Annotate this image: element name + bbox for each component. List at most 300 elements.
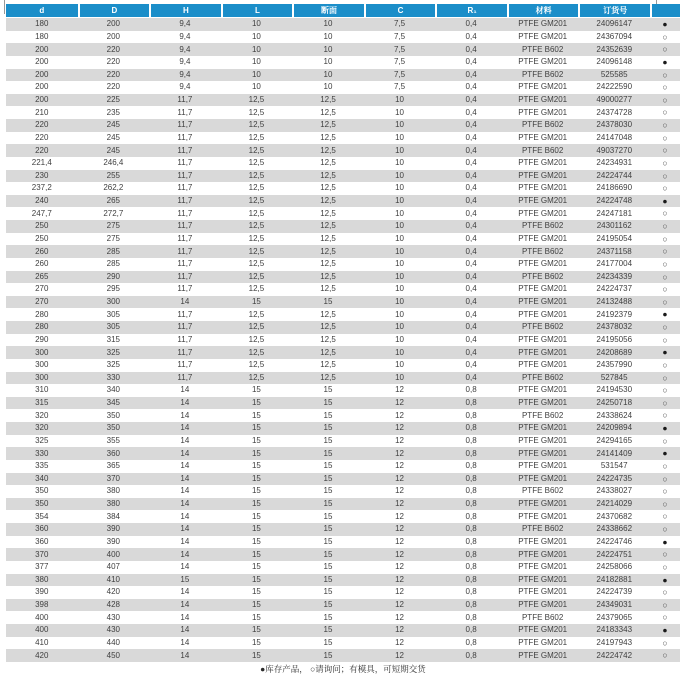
- cell-L: 15: [251, 612, 261, 622]
- cell-stock: [650, 523, 680, 536]
- cell-stock: [650, 31, 680, 44]
- cell-D: 430: [106, 612, 120, 622]
- cell-L: 12,5: [248, 259, 265, 269]
- cell-D: 245: [106, 145, 120, 155]
- cell-D: 410: [106, 574, 120, 584]
- cell-R1: 0,4: [465, 158, 477, 168]
- cell-order-number: 24250718: [596, 398, 633, 408]
- cell-cross-section: 15: [323, 612, 333, 622]
- cell-order-number: 24195054: [596, 233, 633, 243]
- table-row: [6, 144, 680, 157]
- table-row: [6, 523, 680, 536]
- cell-R1: 0,8: [465, 473, 477, 483]
- cell-material: PTFE GM201: [518, 284, 568, 294]
- cell-L: 12,5: [248, 271, 265, 281]
- cell-material: PTFE GM201: [518, 536, 568, 546]
- cell-cross-section: 12,5: [320, 132, 336, 142]
- cell-H: 11,7: [177, 107, 193, 117]
- cell-C: 12: [395, 410, 404, 420]
- cell-stock: [650, 182, 680, 195]
- cell-R1: 0,8: [465, 486, 477, 496]
- stock-empty-icon: ○: [662, 511, 668, 522]
- stock-empty-icon: ○: [662, 460, 668, 471]
- cell-order-number: 24096147: [596, 19, 633, 29]
- cell-L: 12,5: [248, 233, 265, 243]
- cell-order-number: 531547: [600, 461, 628, 471]
- table-row: [6, 182, 680, 195]
- cell-C: 12: [395, 536, 404, 546]
- cell-R1: 0,4: [465, 221, 477, 231]
- cell-d: 330: [35, 448, 49, 458]
- cell-C: 10: [395, 309, 404, 319]
- cell-H: 9,4: [179, 57, 191, 67]
- cell-stock: [650, 18, 680, 31]
- cell-material: PTFE GM201: [518, 95, 568, 105]
- cell-C: 7,5: [393, 19, 406, 29]
- cell-R1: 0,4: [465, 196, 477, 206]
- cell-cross-section: 15: [323, 574, 333, 584]
- cell-material: PTFE B602: [521, 69, 564, 79]
- cell-stock: [650, 321, 680, 334]
- cell-stock: [650, 561, 680, 574]
- cell-cross-section: 12,5: [320, 145, 336, 155]
- cell-stock: [650, 334, 680, 347]
- cell-C: 12: [395, 473, 404, 483]
- cell-cross-section: 15: [323, 524, 333, 534]
- cell-H: 9,4: [179, 82, 191, 92]
- cell-L: 10: [251, 69, 261, 79]
- cell-d: 377: [35, 562, 49, 572]
- cell-material: PTFE GM201: [518, 233, 568, 243]
- cell-H: 14: [180, 562, 190, 572]
- cell-L: 10: [251, 31, 261, 41]
- column-header-stock: [650, 4, 680, 17]
- cell-material: PTFE B602: [521, 524, 564, 534]
- table-row: [6, 460, 680, 473]
- cell-H: 14: [180, 625, 190, 635]
- cell-R1: 0,4: [465, 322, 477, 332]
- cell-H: 9,4: [179, 44, 191, 54]
- stock-filled-icon: ●: [662, 574, 668, 585]
- stock-filled-icon: ●: [662, 448, 668, 459]
- cell-material: PTFE B602: [521, 486, 564, 496]
- cell-cross-section: 12,5: [320, 309, 336, 319]
- cell-material: PTFE B602: [521, 221, 564, 231]
- cell-stock: [650, 119, 680, 132]
- cell-order-number: 24349031: [596, 600, 633, 610]
- cell-cross-section: 15: [323, 486, 333, 496]
- table-row: [6, 195, 680, 208]
- cell-D: 384: [106, 511, 120, 521]
- cell-R1: 0,4: [465, 44, 477, 54]
- cell-d: 270: [35, 297, 49, 307]
- cell-L: 12,5: [248, 120, 265, 130]
- cell-R1: 0,4: [465, 145, 477, 155]
- page-tick-left: [4, 0, 5, 14]
- cell-stock: [650, 132, 680, 145]
- cell-C: 10: [395, 145, 404, 155]
- table-row: [6, 81, 680, 94]
- cell-material: PTFE GM201: [518, 297, 568, 307]
- cell-d: 360: [35, 524, 49, 534]
- cell-order-number: 24367094: [596, 31, 633, 41]
- cell-stock: [650, 258, 680, 271]
- table-row: [6, 233, 680, 246]
- cell-cross-section: 15: [323, 297, 333, 307]
- stock-filled-icon: ●: [662, 536, 668, 547]
- cell-R1: 0,4: [465, 246, 477, 256]
- cell-cross-section: 15: [323, 511, 333, 521]
- cell-stock: [650, 397, 680, 410]
- cell-d: 290: [35, 334, 49, 344]
- cell-C: 10: [395, 208, 404, 218]
- cell-order-number: 24147048: [596, 132, 633, 142]
- table-row: [6, 283, 680, 296]
- cell-d: 210: [35, 107, 49, 117]
- stock-empty-icon: ○: [662, 397, 668, 408]
- table-row: [6, 561, 680, 574]
- cell-D: 450: [106, 650, 120, 660]
- cell-D: 315: [106, 334, 120, 344]
- cell-D: 220: [106, 44, 120, 54]
- cell-material: PTFE GM201: [518, 650, 568, 660]
- stock-empty-icon: ○: [662, 372, 668, 383]
- cell-cross-section: 15: [323, 435, 333, 445]
- cell-L: 12,5: [248, 196, 265, 206]
- stock-empty-icon: ○: [662, 599, 668, 610]
- cell-D: 220: [106, 57, 120, 67]
- cell-d: 420: [35, 650, 49, 660]
- cell-D: 265: [106, 196, 120, 206]
- cell-R1: 0,4: [465, 233, 477, 243]
- cell-order-number: 24208689: [596, 347, 633, 357]
- cell-material: PTFE GM201: [518, 398, 568, 408]
- cell-order-number: 24132488: [596, 297, 633, 307]
- cell-H: 14: [180, 549, 190, 559]
- cell-cross-section: 12,5: [320, 246, 336, 256]
- cell-material: PTFE GM201: [518, 132, 568, 142]
- table-row: [6, 308, 680, 321]
- cell-d: 221,4: [31, 158, 52, 168]
- column-header-D: D: [78, 4, 150, 17]
- cell-H: 14: [180, 600, 190, 610]
- cell-stock: [650, 599, 680, 612]
- cell-L: 12,5: [248, 309, 265, 319]
- cell-d: 300: [35, 372, 49, 382]
- table-row: [6, 485, 680, 498]
- cell-order-number: 24224744: [596, 170, 633, 180]
- cell-cross-section: 10: [323, 82, 333, 92]
- cell-stock: [650, 485, 680, 498]
- cell-D: 355: [106, 435, 120, 445]
- table-row: [6, 106, 680, 119]
- cell-order-number: 24338662: [596, 524, 633, 534]
- cell-stock: [650, 372, 680, 385]
- cell-H: 9,4: [179, 69, 191, 79]
- cell-R1: 0,4: [465, 57, 477, 67]
- cell-D: 380: [106, 486, 120, 496]
- table-row: [6, 69, 680, 82]
- cell-L: 15: [251, 499, 261, 509]
- cell-L: 10: [251, 44, 261, 54]
- table-row: [6, 43, 680, 56]
- cell-L: 15: [251, 435, 261, 445]
- cell-H: 11,7: [177, 233, 193, 243]
- cell-order-number: 24186690: [596, 183, 633, 193]
- cell-C: 10: [395, 372, 404, 382]
- cell-H: 11,7: [177, 95, 193, 105]
- table-row: [6, 510, 680, 523]
- cell-cross-section: 15: [323, 423, 333, 433]
- table-row: [6, 132, 680, 145]
- cell-R1: 0,8: [465, 637, 477, 647]
- cell-material: PTFE GM201: [518, 360, 568, 370]
- cell-C: 10: [395, 158, 404, 168]
- cell-cross-section: 10: [323, 31, 333, 41]
- cell-d: 280: [35, 309, 49, 319]
- stock-filled-icon: ●: [662, 347, 668, 358]
- cell-D: 225: [106, 95, 120, 105]
- cell-cross-section: 12,5: [320, 259, 336, 269]
- table-row: [6, 157, 680, 170]
- cell-cross-section: 12,5: [320, 183, 336, 193]
- cell-material: PTFE GM201: [518, 435, 568, 445]
- cell-d: 300: [35, 360, 49, 370]
- cell-d: 250: [35, 233, 49, 243]
- cell-C: 12: [395, 511, 404, 521]
- cell-R1: 0,4: [465, 372, 477, 382]
- cell-R1: 0,8: [465, 499, 477, 509]
- cell-C: 7,5: [393, 44, 406, 54]
- cell-d: 320: [35, 410, 49, 420]
- cell-D: 220: [106, 82, 120, 92]
- cell-R1: 0,8: [465, 410, 477, 420]
- cell-stock: [650, 498, 680, 511]
- stock-empty-icon: ○: [662, 334, 668, 345]
- cell-order-number: 24209894: [596, 423, 633, 433]
- table-row: [6, 207, 680, 220]
- stock-empty-icon: ○: [662, 498, 668, 509]
- cell-L: 12,5: [248, 145, 265, 155]
- cell-C: 10: [395, 297, 404, 307]
- cell-stock: [650, 624, 680, 637]
- cell-C: 12: [395, 524, 404, 534]
- cell-cross-section: 15: [323, 448, 333, 458]
- cell-stock: [650, 637, 680, 650]
- table-row: [6, 397, 680, 410]
- cell-order-number: 24192379: [596, 309, 633, 319]
- table-body: [6, 18, 680, 662]
- cell-C: 10: [395, 322, 404, 332]
- cell-stock: [650, 384, 680, 397]
- cell-material: PTFE GM201: [518, 499, 568, 509]
- cell-cross-section: 12,5: [320, 107, 336, 117]
- cell-cross-section: 12,5: [320, 196, 336, 206]
- stock-empty-icon: ○: [662, 132, 668, 143]
- cell-L: 15: [251, 461, 261, 471]
- cell-H: 14: [180, 486, 190, 496]
- table-row: [6, 18, 680, 31]
- cell-stock: [650, 409, 680, 422]
- cell-H: 11,7: [177, 259, 193, 269]
- table-row: [6, 409, 680, 422]
- cell-cross-section: 15: [323, 473, 333, 483]
- stock-empty-icon: ○: [662, 246, 668, 257]
- table-row: [6, 498, 680, 511]
- cell-order-number: 24222590: [596, 82, 633, 92]
- cell-R1: 0,8: [465, 625, 477, 635]
- cell-material: PTFE GM201: [518, 107, 568, 117]
- cell-H: 14: [180, 448, 190, 458]
- cell-D: 400: [106, 549, 120, 559]
- cell-order-number: 24183343: [596, 625, 633, 635]
- stock-empty-icon: ○: [662, 284, 668, 295]
- cell-L: 15: [251, 511, 261, 521]
- stock-filled-icon: ●: [662, 56, 668, 67]
- cell-D: 340: [106, 385, 120, 395]
- cell-L: 15: [251, 448, 261, 458]
- cell-L: 15: [251, 297, 261, 307]
- cell-R1: 0,4: [465, 82, 477, 92]
- cell-C: 7,5: [393, 69, 406, 79]
- cell-D: 428: [106, 600, 120, 610]
- cell-cross-section: 15: [323, 499, 333, 509]
- cell-L: 15: [251, 562, 261, 572]
- cell-C: 10: [395, 271, 404, 281]
- cell-order-number: 24234931: [596, 158, 633, 168]
- cell-order-number: 24338027: [596, 486, 633, 496]
- cell-H: 11,7: [177, 347, 193, 357]
- cell-material: PTFE B602: [521, 410, 564, 420]
- cell-cross-section: 15: [323, 385, 333, 395]
- cell-d: 370: [35, 549, 49, 559]
- cell-stock: [650, 69, 680, 82]
- stock-empty-icon: ○: [662, 183, 668, 194]
- cell-C: 10: [395, 107, 404, 117]
- cell-d: 220: [35, 132, 49, 142]
- cell-d: 300: [35, 347, 49, 357]
- cell-D: 370: [106, 473, 120, 483]
- cell-cross-section: 12,5: [320, 372, 336, 382]
- cell-material: PTFE GM201: [518, 587, 568, 597]
- cell-order-number: 24370682: [596, 511, 633, 521]
- cell-d: 180: [35, 31, 49, 41]
- cell-C: 12: [395, 650, 404, 660]
- cell-order-number: 525585: [600, 69, 628, 79]
- cell-material: PTFE GM201: [518, 347, 568, 357]
- cell-R1: 0,8: [465, 385, 477, 395]
- cell-C: 7,5: [393, 82, 406, 92]
- cell-H: 14: [180, 435, 190, 445]
- cell-cross-section: 12,5: [320, 360, 336, 370]
- cell-D: 390: [106, 524, 120, 534]
- cell-D: 440: [106, 637, 120, 647]
- cell-H: 14: [180, 536, 190, 546]
- table-row: [6, 586, 680, 599]
- cell-L: 15: [251, 536, 261, 546]
- stock-empty-icon: ○: [662, 120, 668, 131]
- cell-L: 15: [251, 587, 261, 597]
- cell-D: 305: [106, 322, 120, 332]
- cell-stock: [650, 447, 680, 460]
- stock-filled-icon: ●: [662, 19, 668, 30]
- stock-empty-icon: ○: [662, 271, 668, 282]
- cell-H: 11,7: [177, 334, 193, 344]
- cell-d: 260: [35, 259, 49, 269]
- cell-stock: [650, 359, 680, 372]
- stock-empty-icon: ○: [662, 587, 668, 598]
- stock-empty-icon: ○: [662, 82, 668, 93]
- stock-empty-icon: ○: [662, 170, 668, 181]
- cell-L: 15: [251, 473, 261, 483]
- cell-R1: 0,4: [465, 19, 477, 29]
- cell-cross-section: 12,5: [320, 120, 336, 130]
- cell-D: 285: [106, 246, 120, 256]
- cell-cross-section: 15: [323, 650, 333, 660]
- cell-C: 10: [395, 170, 404, 180]
- cell-D: 365: [106, 461, 120, 471]
- cell-cross-section: 12,5: [320, 271, 336, 281]
- cell-D: 380: [106, 499, 120, 509]
- cell-L: 15: [251, 385, 261, 395]
- column-header-d: d: [6, 4, 78, 17]
- cell-stock: [650, 283, 680, 296]
- availability-legend: ●库存产品， ○请询问；有模具，可短期交货: [260, 664, 426, 674]
- cell-R1: 0,4: [465, 334, 477, 344]
- column-header-C: C: [364, 4, 436, 17]
- table-row: [6, 611, 680, 624]
- cell-H: 14: [180, 297, 190, 307]
- table-row: [6, 346, 680, 359]
- cell-order-number: 24177004: [596, 259, 633, 269]
- cell-material: PTFE GM201: [518, 57, 568, 67]
- cell-C: 12: [395, 600, 404, 610]
- cell-material: PTFE GM201: [518, 82, 568, 92]
- cell-D: 220: [106, 69, 120, 79]
- cell-C: 10: [395, 221, 404, 231]
- cell-C: 10: [395, 132, 404, 142]
- cell-material: PTFE B602: [521, 271, 564, 281]
- cell-R1: 0,8: [465, 524, 477, 534]
- cell-H: 15: [180, 574, 190, 584]
- cell-order-number: 24224735: [596, 473, 633, 483]
- table-row: [6, 372, 680, 385]
- cell-H: 11,7: [177, 158, 193, 168]
- stock-empty-icon: ○: [662, 258, 668, 269]
- cell-cross-section: 15: [323, 536, 333, 546]
- cell-H: 14: [180, 410, 190, 420]
- cell-R1: 0,8: [465, 574, 477, 584]
- cell-D: 275: [106, 221, 120, 231]
- cell-d: 380: [35, 574, 49, 584]
- cell-stock: [650, 296, 680, 309]
- cell-cross-section: 12,5: [320, 347, 336, 357]
- cell-C: 12: [395, 562, 404, 572]
- cell-cross-section: 15: [323, 549, 333, 559]
- cell-cross-section: 10: [323, 69, 333, 79]
- stock-filled-icon: ●: [662, 309, 668, 320]
- stock-empty-icon: ○: [662, 44, 668, 55]
- cell-material: PTFE B602: [521, 120, 564, 130]
- cell-L: 15: [251, 524, 261, 534]
- cell-order-number: 24194530: [596, 385, 633, 395]
- cell-d: 325: [35, 435, 49, 445]
- cell-H: 11,7: [177, 360, 193, 370]
- cell-R1: 0,8: [465, 562, 477, 572]
- stock-empty-icon: ○: [662, 486, 668, 497]
- cell-material: PTFE GM201: [518, 334, 568, 344]
- table-row: [6, 31, 680, 44]
